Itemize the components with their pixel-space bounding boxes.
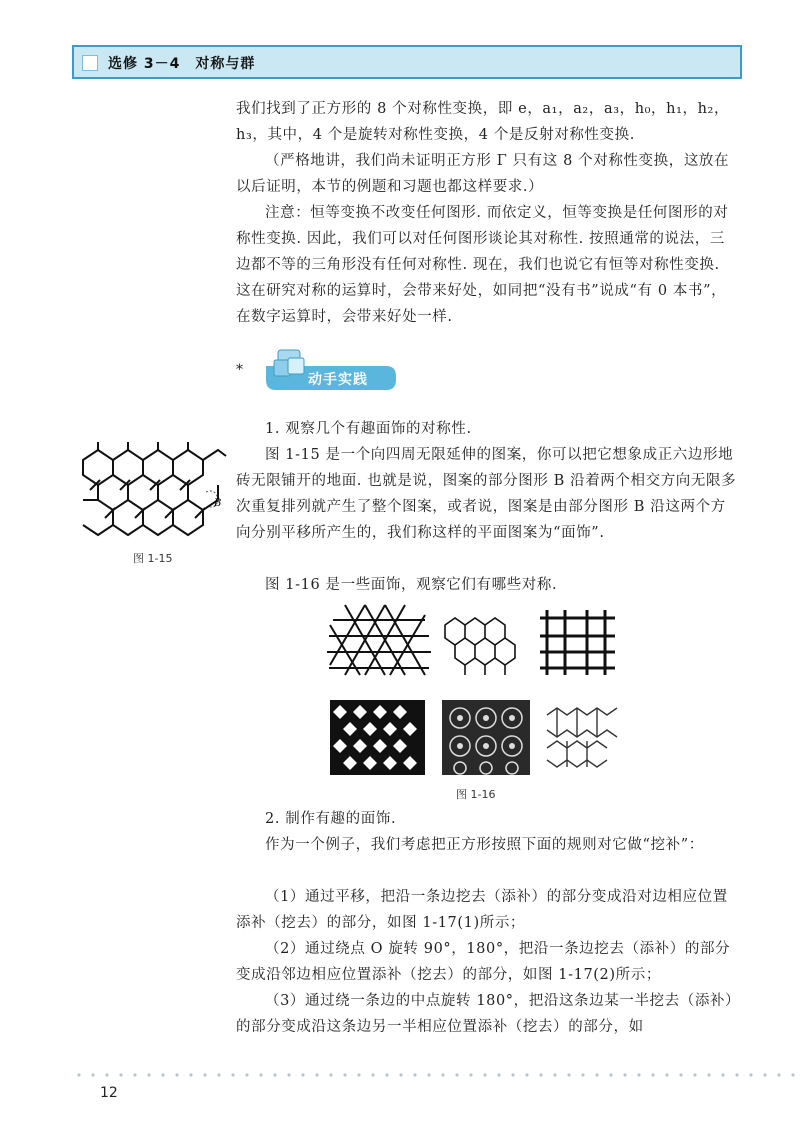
section2-intro: 作为一个例子，我们考虑把正方形按照下面的规则对它做“挖补”： (265, 837, 704, 853)
page-number: 12 (100, 1085, 118, 1101)
chapter-title: 选修 3－4 对称与群 (108, 56, 256, 72)
section1-body: 图 1-15 是一个向四周无限延伸的图案，你可以把它想象成正六边形地砖无限铺开的地面. 也就是说，图案的部分图形 B 沿着两个相交方向无限多次重复排列就产生了整个图案，或者说，图案是由部分图形 B 沿这两个方向分别平移所产生的，我们称这样的平面图案为“面饰”. (236, 447, 737, 541)
para-symmetry-count-line2: h₃，其中，4 个是旋转对称性变换，4 个是反射对称性变换. (236, 127, 635, 143)
fig-1-16-caption: 图 1-16 (456, 788, 496, 801)
para-identity-note: 注意：恒等变换不改变任何图形. 而依定义，恒等变换是任何图形的对称性变换. 因此，我们可以对任何图形谈论其对称性. 按照通常的说法，三边都不等的三角形没有任何对称性. 现在，我们也说它有恒等对称性变换. 这在研究对称的运算时，会带来好处，如同把“没有书”说成“有 0 本书”，在数字运算时，会带来好处一样. (236, 205, 729, 325)
pattern-hexagon-chain (445, 618, 515, 675)
activity-badge (236, 344, 396, 394)
header-square-icon (82, 55, 98, 71)
footer-dotted-rule (72, 1072, 800, 1078)
fig15-label-b: B (214, 498, 222, 509)
optional-star: * (236, 362, 243, 378)
section2-title: 2. 制作有趣的面饰. (265, 811, 397, 827)
fig-1-15-caption: 图 1-15 (133, 552, 173, 565)
section1-fig16-line: 图 1-16 是一些面饰，观察它们有哪些对称. (265, 577, 558, 593)
chapter-header (72, 45, 742, 79)
rule-midpoint-rotation: （3）通过绕一条边的中点旋转 180°，把沿这条边某一半挖去（添补）的部分变成沿这条边另一半相应位置添补（挖去）的部分，如 (236, 993, 733, 1035)
activity-label: 动手实践 (308, 372, 368, 388)
fig-1-15-hexagon-tiling (78, 440, 228, 540)
pattern-triangle-grid (327, 605, 431, 675)
pattern-ornate-stars (442, 700, 530, 775)
pattern-diamond-checker (330, 700, 425, 775)
section1-title: 1. 观察几个有趣面饰的对称性. (265, 421, 472, 437)
pattern-square-grid (540, 610, 615, 675)
fig-1-16-frieze-patterns (325, 600, 635, 780)
pattern-leaf-lattice (547, 708, 617, 767)
para-symmetry-count-line1: 我们找到了正方形的 8 个对称性变换，即 e，a₁，a₂，a₃，h₀，h₁，h₂， (236, 101, 730, 117)
rule-rotation: （2）通过绕点 O 旋转 90°，180°，把沿一条边挖去（添补）的部分变成沿邻边相应位置添补（挖去）的部分，如图 1-17(2)所示； (236, 941, 731, 983)
rule-translation: （1）通过平移，把沿一条边挖去（添补）的部分变成沿对边相应位置添补（挖去）的部分，如图 1-17(1)所示； (236, 889, 728, 931)
para-strict-note: （严格地讲，我们尚未证明正方形 Γ 只有这 8 个对称性变换，这放在以后证明，本节的例题和习题也都这样要求.） (236, 153, 730, 195)
